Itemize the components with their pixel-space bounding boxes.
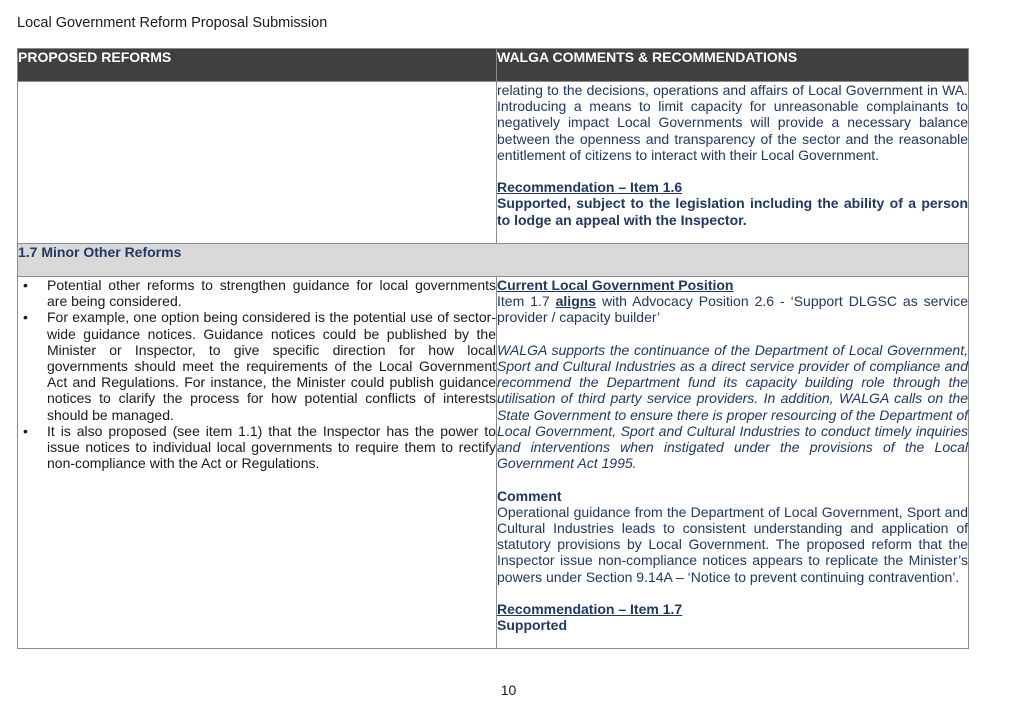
reforms-table bbox=[17, 48, 969, 649]
page-number: 10 bbox=[500, 682, 517, 698]
table-header-row bbox=[18, 49, 969, 82]
recommendation-1-6-heading: Recommendation – Item 1.6 bbox=[497, 179, 683, 196]
row1-comment-paragraph: relating to the decisions, operations and affairs of Local Government in WA. Introducing a means to limit capacity for unreasonable complainants to negatively impact Local Governments will provide a necessary balance between the openness and transparency of the sector and the reasonable entitlement of citizens to interact with their Local Government. bbox=[497, 82, 968, 163]
row1-right-cell bbox=[497, 82, 969, 244]
position-suffix: with Advocacy Position 2.6 - ‘Support DLGSC as service provider / capacity builder’ bbox=[497, 293, 969, 326]
row2-left-cell bbox=[18, 277, 497, 649]
position-prefix: Item 1.7 bbox=[497, 293, 556, 310]
document-title: Local Government Reform Proposal Submission bbox=[17, 15, 328, 31]
row1-left-cell bbox=[18, 82, 497, 244]
section-title-1-7: 1.7 Minor Other Reforms bbox=[18, 244, 969, 277]
comment-text: Operational guidance from the Department of Local Government, Sport and Cultural Industries leads to consistent understanding and application of statutory provisions by Local Government. The proposed reform that the Inspector issue non-compliance notices appears to replicate the Minister’s powers under Section 9.14A – ‘Notice to prevent continuing contravention’. bbox=[497, 503, 968, 585]
position-statement bbox=[497, 293, 968, 325]
walga-position-italic: WALGA supports the continuance of the Department of Local Government, Sport and Cultural Industries as a direct service provider of compliance and recommend the Department fund its capacity building role through the utilisation of third party service providers. In addition, WALGA calls on the State Government to ensure there is proper resourcing of the Department of Local Government, Sport and Cultural Industries to conduct timely inquiries and interventions when instigated under the provisions of the Local Government Act 1995. bbox=[497, 341, 968, 472]
aligns-text: aligns bbox=[555, 293, 597, 310]
row2-right-cell bbox=[497, 277, 969, 649]
recommendation-1-7-heading: Recommendation – Item 1.7 bbox=[497, 601, 683, 618]
section-row bbox=[18, 244, 969, 277]
table-row bbox=[18, 82, 969, 244]
list-item: • It is also proposed (see item 1.1) that the Inspector has the power to issue notices to individual local governments to require them to rectify non-compliance with the Act or Regulations. bbox=[18, 423, 496, 472]
recommendation-1-6-text: Supported, subject to the legislation including the ability of a person to lodge an appeal with the Inspector. bbox=[497, 195, 968, 228]
list-item: • Potential other reforms to strengthen guidance for local governments are being considered. bbox=[18, 277, 496, 309]
list-item: • For example, one option being considered is the potential use of sector-wide guidance notices. Guidance notices could be published by the Minister or Inspector, to give specific direction for how local governments should meet the requirements of the Local Government Act and Regulations. For instance, the Minister could publish guidance notices to clarify the process for how potential conflicts of interests should be managed. bbox=[18, 309, 496, 422]
table-row bbox=[18, 277, 969, 649]
col-header-walga-comments: WALGA COMMENTS & RECOMMENDATIONS bbox=[497, 49, 969, 82]
recommendation-1-7-text: Supported bbox=[497, 617, 567, 634]
col-header-proposed-reforms: PROPOSED REFORMS bbox=[18, 49, 497, 82]
comment-heading: Comment bbox=[497, 487, 562, 504]
proposed-reforms-list bbox=[18, 277, 496, 471]
position-heading: Current Local Government Position bbox=[497, 277, 734, 293]
